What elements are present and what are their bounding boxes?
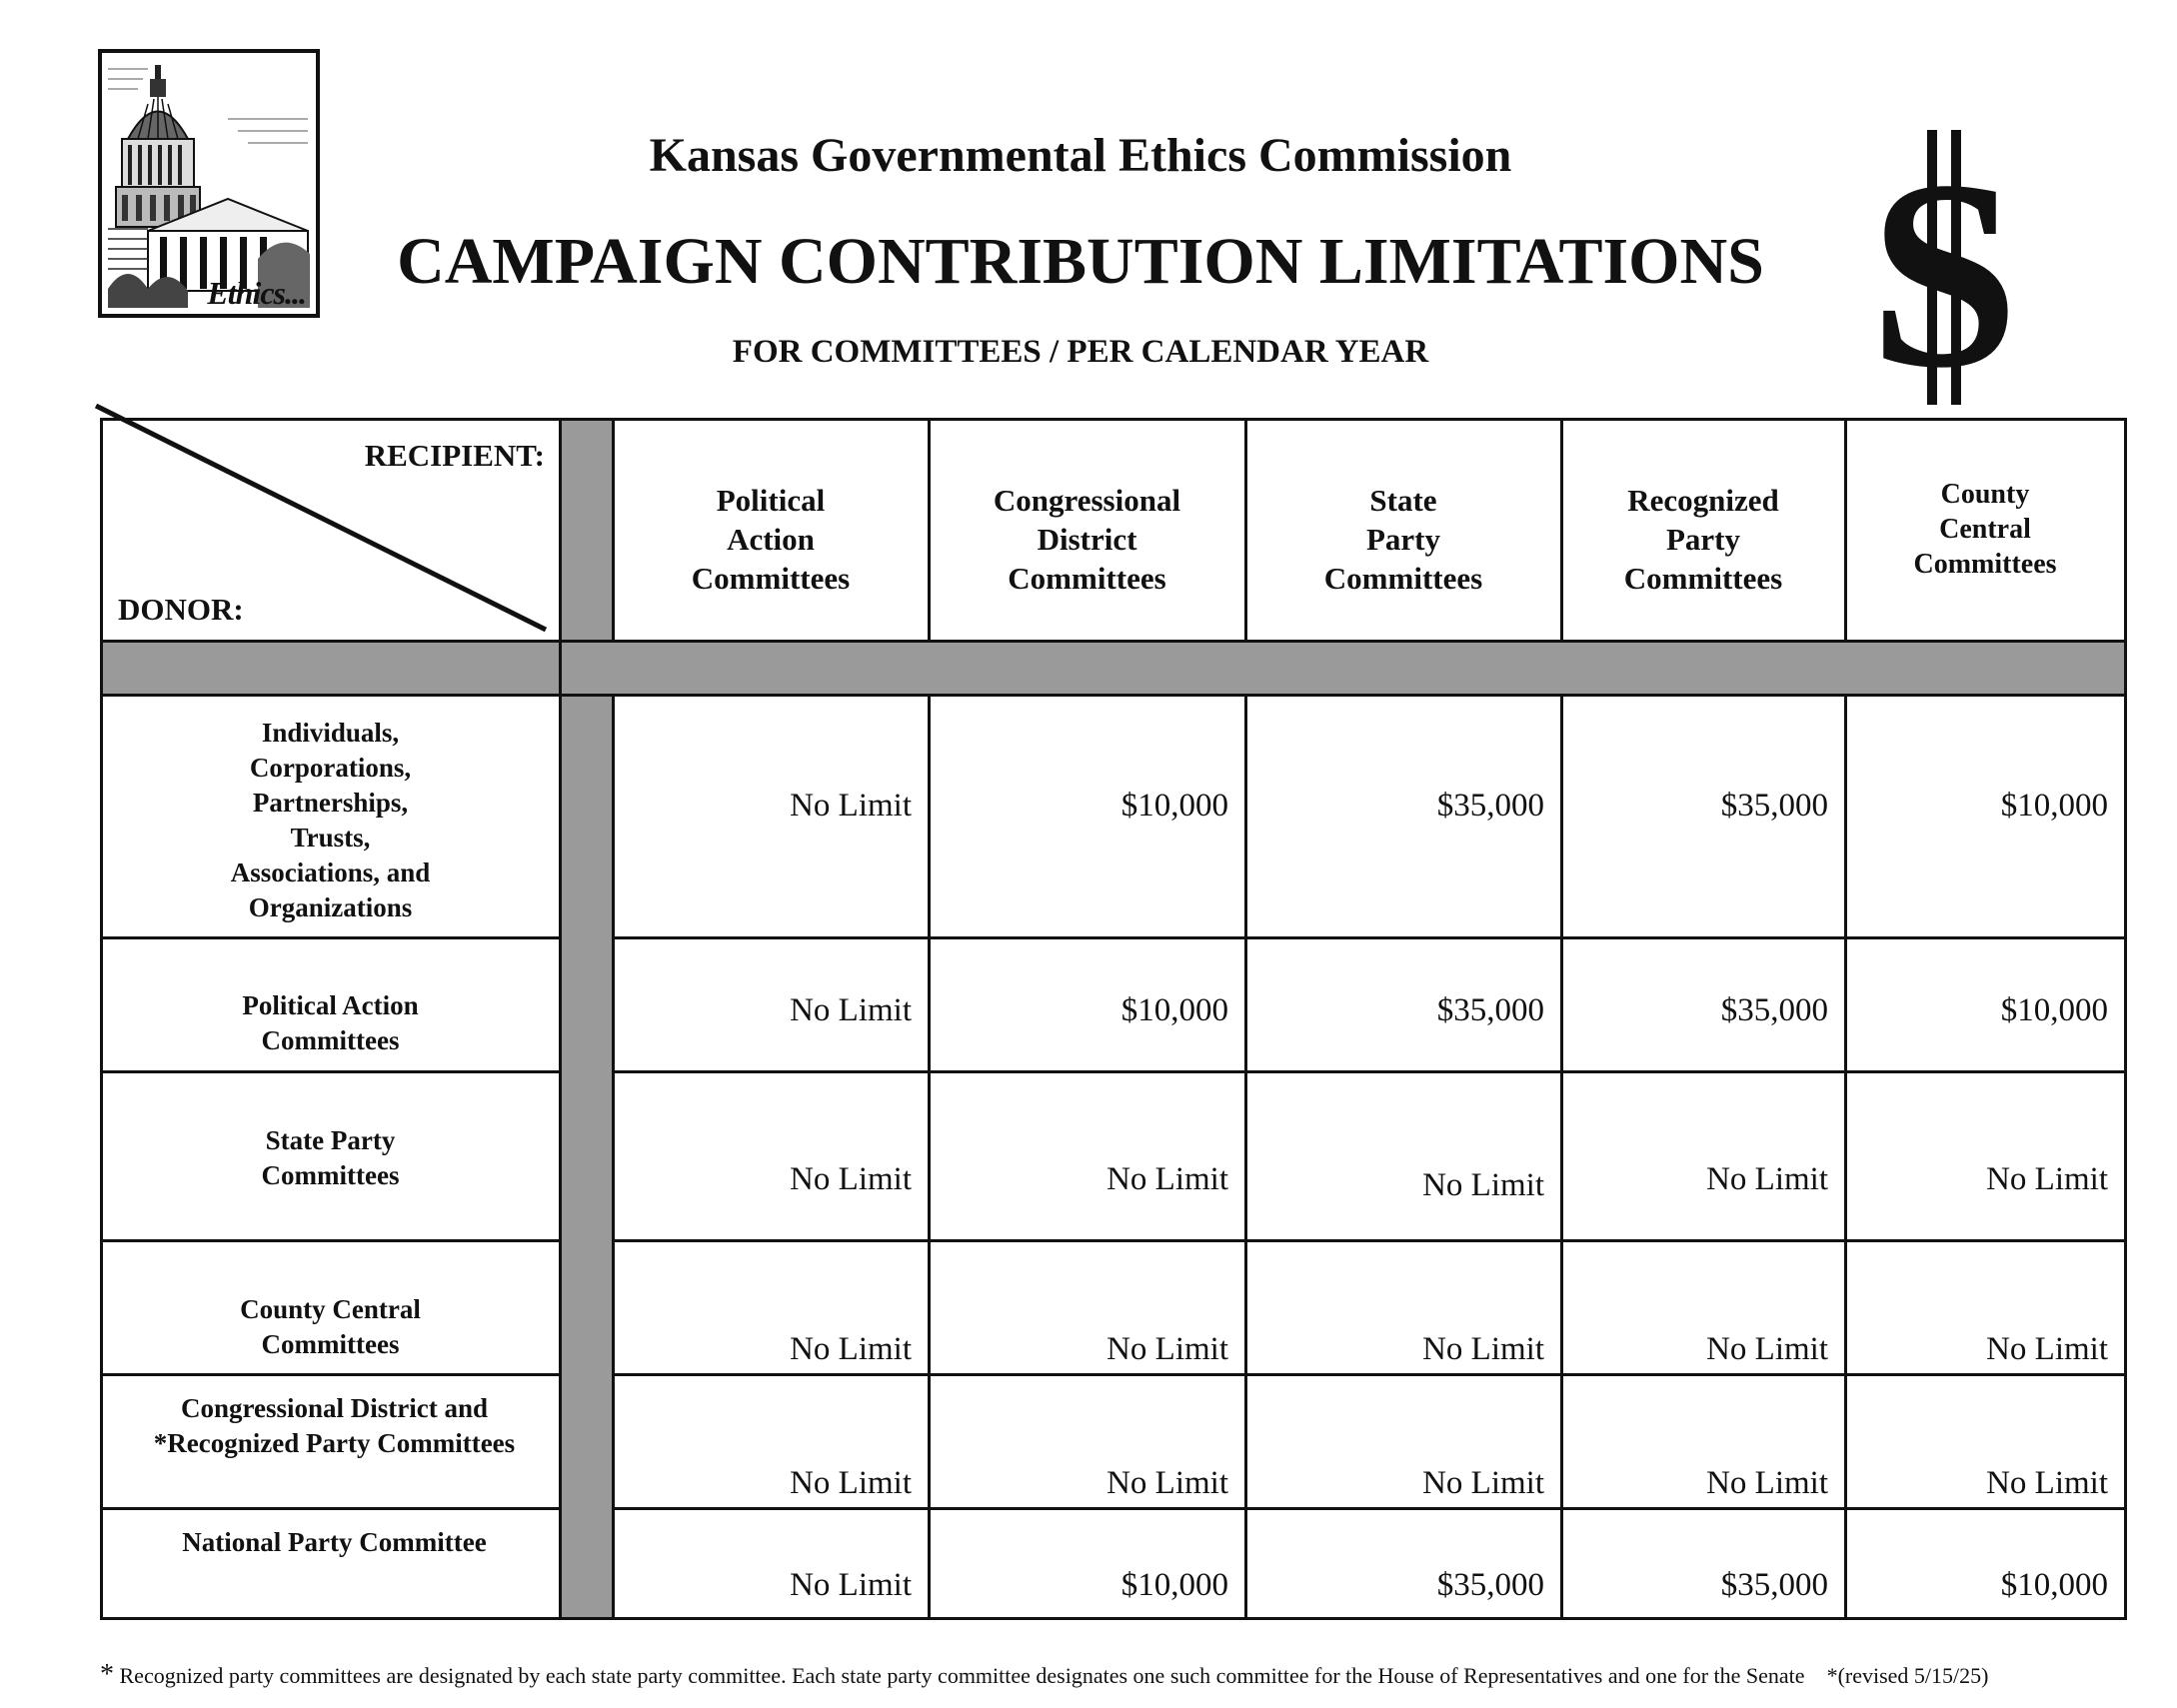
table-cell: No Limit: [790, 992, 912, 1028]
table-cell: $10,000: [2000, 1567, 2108, 1603]
table-cell: No Limit: [1422, 1465, 1544, 1501]
row-header-national-party: National Party Committee: [182, 1527, 487, 1557]
recipient-label: RECIPIENT:: [364, 438, 545, 473]
row-header-pac: Political Action Committees: [242, 990, 419, 1055]
table-cell: $10,000: [1120, 788, 1228, 824]
page-subtitle: FOR COMMITTEES / PER CALENDAR YEAR: [732, 334, 1429, 370]
table-cell: $35,000: [1436, 1567, 1544, 1603]
table-cell: $10,000: [2000, 992, 2108, 1028]
row-header-county-central: County Central Committees: [240, 1294, 421, 1359]
table-cell: No Limit: [1986, 1465, 2108, 1501]
table-cell: $35,000: [1720, 1567, 1828, 1603]
donor-label: DONOR:: [118, 592, 244, 627]
table-cell: No Limit: [1706, 1331, 1828, 1367]
table-cell: No Limit: [1986, 1161, 2108, 1197]
contribution-limits-table: [100, 418, 2127, 1620]
table-cell: No Limit: [790, 1161, 912, 1197]
dollar-sign-icon: [1859, 130, 2029, 405]
corner-header-cell: [100, 418, 545, 640]
table-cell: No Limit: [1986, 1331, 2108, 1367]
footnote-asterisk: *: [100, 1659, 114, 1690]
table-cell: No Limit: [1106, 1465, 1228, 1501]
row-header-state-party: State Party Committees: [261, 1125, 400, 1190]
footnote-text: Recognized party committees are designated by each state party committee. Each state party committee designates one such committee for the House of Representatives and one for the Senate: [119, 1663, 1805, 1688]
table-cell: $35,000: [1720, 992, 1828, 1028]
agency-name: Kansas Governmental Ethics Commission: [649, 129, 1512, 182]
table-cell: No Limit: [790, 1465, 912, 1501]
table-cell: $10,000: [2000, 788, 2108, 824]
svg-text:S: S: [1868, 130, 2020, 405]
table-cell: No Limit: [1706, 1161, 1828, 1197]
column-header-county-central: County Central Committees: [1913, 478, 2057, 580]
table-cell: $10,000: [1120, 1567, 1228, 1603]
column-header-recognized-party: Recognized Party Committees: [1623, 482, 1783, 596]
table-cell: No Limit: [1422, 1331, 1544, 1367]
row-header-congressional-recognized: Congressional District and *Recognized Party Committees: [153, 1393, 516, 1458]
table-cell: No Limit: [1106, 1161, 1228, 1197]
logo-text: Ethics...: [207, 275, 306, 311]
table-cell: $35,000: [1720, 788, 1828, 824]
table-cell: No Limit: [790, 1567, 912, 1603]
table-cell: No Limit: [1706, 1465, 1828, 1501]
gray-divider-horizontal: [100, 641, 2127, 695]
table-cell: $35,000: [1436, 992, 1544, 1028]
row-header-individuals: Individuals, Corporations, Partnerships, Trusts, Associations, and Organizations: [230, 718, 431, 922]
table-cell: No Limit: [790, 1331, 912, 1367]
column-header-state-party: State Party Committees: [1323, 482, 1483, 596]
column-header-pac: Political Action Committees: [691, 482, 851, 596]
table-cell: $35,000: [1436, 788, 1544, 824]
page-title: CAMPAIGN CONTRIBUTION LIMITATIONS: [397, 225, 1764, 298]
footnote: [100, 1659, 1988, 1691]
table-cell: No Limit: [790, 788, 912, 824]
table-cell: No Limit: [1106, 1331, 1228, 1367]
table-cell: $10,000: [1120, 992, 1228, 1028]
column-header-congressional: Congressional District Committees: [993, 482, 1181, 596]
revision-date: *(revised 5/15/25): [1826, 1663, 1989, 1688]
gray-divider-vertical: [560, 418, 613, 1620]
table-cell: No Limit: [1422, 1167, 1544, 1203]
